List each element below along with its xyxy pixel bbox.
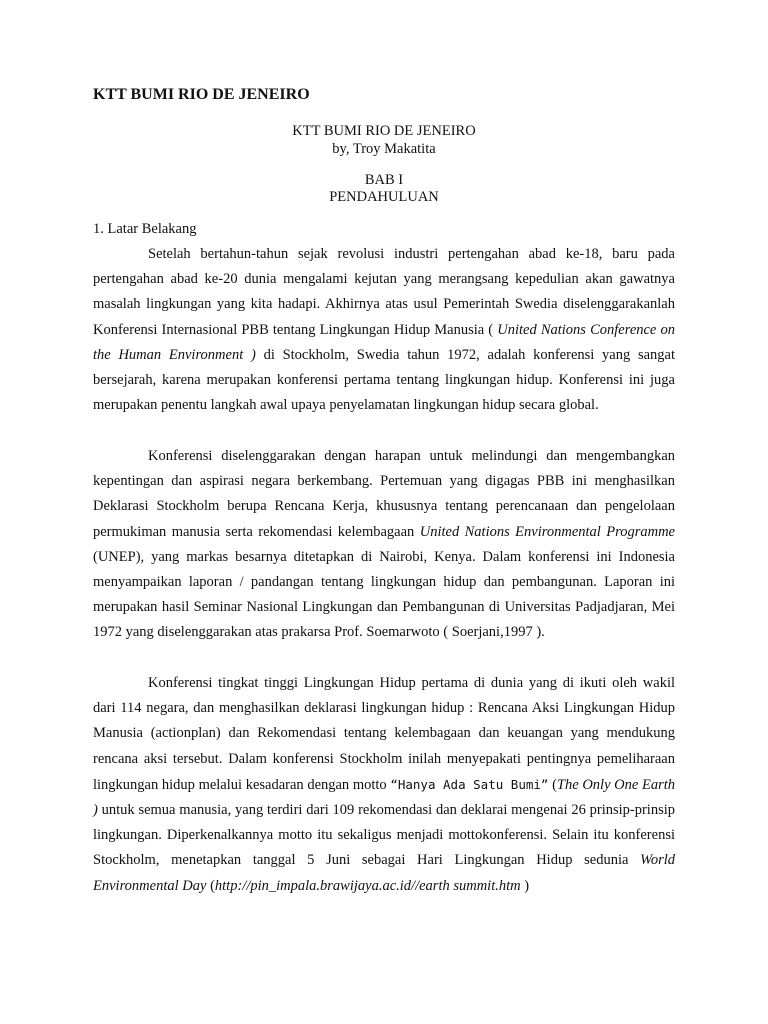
motto-quote: “Hanya Ada Satu Bumi” bbox=[390, 776, 549, 792]
paragraph-2-text-a: Konferensi diselenggarakan dengan harapan untuk melindungi dan mengembangkan kepentingan dan aspirasi negara berkembang. Pertemuan yang digagas PBB ini menghasilkan Deklarasi Stockholm berupa Rencana Kerja, khususnya tentang perencanaan dan pengelolaan permukiman manusia serta rekomendasi kelembagaan bbox=[93, 448, 675, 540]
paragraph-1-text-a: Setelah bertahun-tahun sejak revolusi industri pertengahan abad ke-18, baru pada pertengahan abad ke-20 dunia mengalami kejutan yang merangsang kepedulian akan gawatnya masalah lingkungan yang kita hadapi. Akhirnya atas usul Pemerintah Swedia diselenggarakanlah Konferensi Internasional PBB tentang Lingkungan Hidup Manusia ( bbox=[93, 246, 675, 338]
world-environmental-day: World Environmental Day bbox=[93, 852, 675, 894]
section-heading: 1. Latar Belakang bbox=[93, 221, 197, 237]
paragraph-3-text-a: Konferensi tingkat tinggi Lingkungan Hidup pertama di dunia yang di ikuti oleh wakil dari 114 negara, dan menghasilkan deklarasi lingkungan hidup : Rencana Aksi Lingkungan Hidup Manusia (actionplan) dan Rekomendasi tentang kelembagaan dan keuangan yang mendukung rencana aksi tersebut. Dalam konferensi Stockholm inilah menyepakati pentingnya pemeliharaan lingkungan hidup melalui kesadaran dengan motto bbox=[93, 675, 675, 793]
paragraph-3-text-g: ( bbox=[206, 877, 215, 894]
paragraph-3-text-e: untuk semua manusia, yang terdiri dari 109 rekomendasi dan deklarai mengenai 26 prinsip-prinsip lingkungan. Diperkenalkannya motto itu sekaligus menjadi mottokonferensi. Selain itu konferensi Stockholm, menetapkan tanggal 5 Juni sebagai Hari Lingkungan Hidup sedunia bbox=[93, 802, 675, 869]
author-byline: by, Troy Makatita bbox=[332, 141, 436, 157]
chapter-title: PENDAHULUAN bbox=[329, 189, 439, 205]
paragraph-2 bbox=[93, 444, 675, 646]
source-url: http://pin_impala.brawijaya.ac.id//earth summit.htm bbox=[214, 877, 521, 894]
paragraph-3 bbox=[93, 671, 675, 899]
paper-title: KTT BUMI RIO DE JENEIRO bbox=[292, 123, 476, 139]
paragraph-3-text-i: ) bbox=[520, 877, 530, 894]
paragraph-1 bbox=[93, 242, 675, 418]
motto-english: The Only One Earth ) bbox=[93, 776, 675, 819]
paragraph-2-text-c: (UNEP), yang markas besarnya ditetapkan di Nairobi, Kenya. Dalam konferensi ini Indonesia menyampaikan laporan / pandangan tentang lingkungan hidup dan pembangunan. Laporan ini merupakan hasil Seminar Nasional Lingkungan dan Pembangunan di Universitas Padjadjaran, Mei 1972 yang diselenggarakan atas prakarsa Prof. Soemarwoto ( Soerjani,1997 ). bbox=[93, 548, 675, 641]
paragraph-2-italic: United Nations Environmental Programme bbox=[419, 523, 675, 540]
paragraph-1-italic: United Nations Conference on the Human Environment ) bbox=[93, 321, 675, 363]
paragraph-1-text-c: di Stockholm, Swedia tahun 1972, adalah konferensi yang sangat bersejarah, karena merupakan konferensi pertama tentang lingkungan hidup. Konferensi ini juga merupakan penentu langkah awal upaya penyelamatan lingkungan hidup secara global. bbox=[93, 346, 676, 414]
paragraph-3-text-c: ( bbox=[548, 776, 557, 793]
chapter-number: BAB I bbox=[364, 172, 404, 188]
document-title: KTT BUMI RIO DE JENEIRO bbox=[93, 86, 310, 103]
